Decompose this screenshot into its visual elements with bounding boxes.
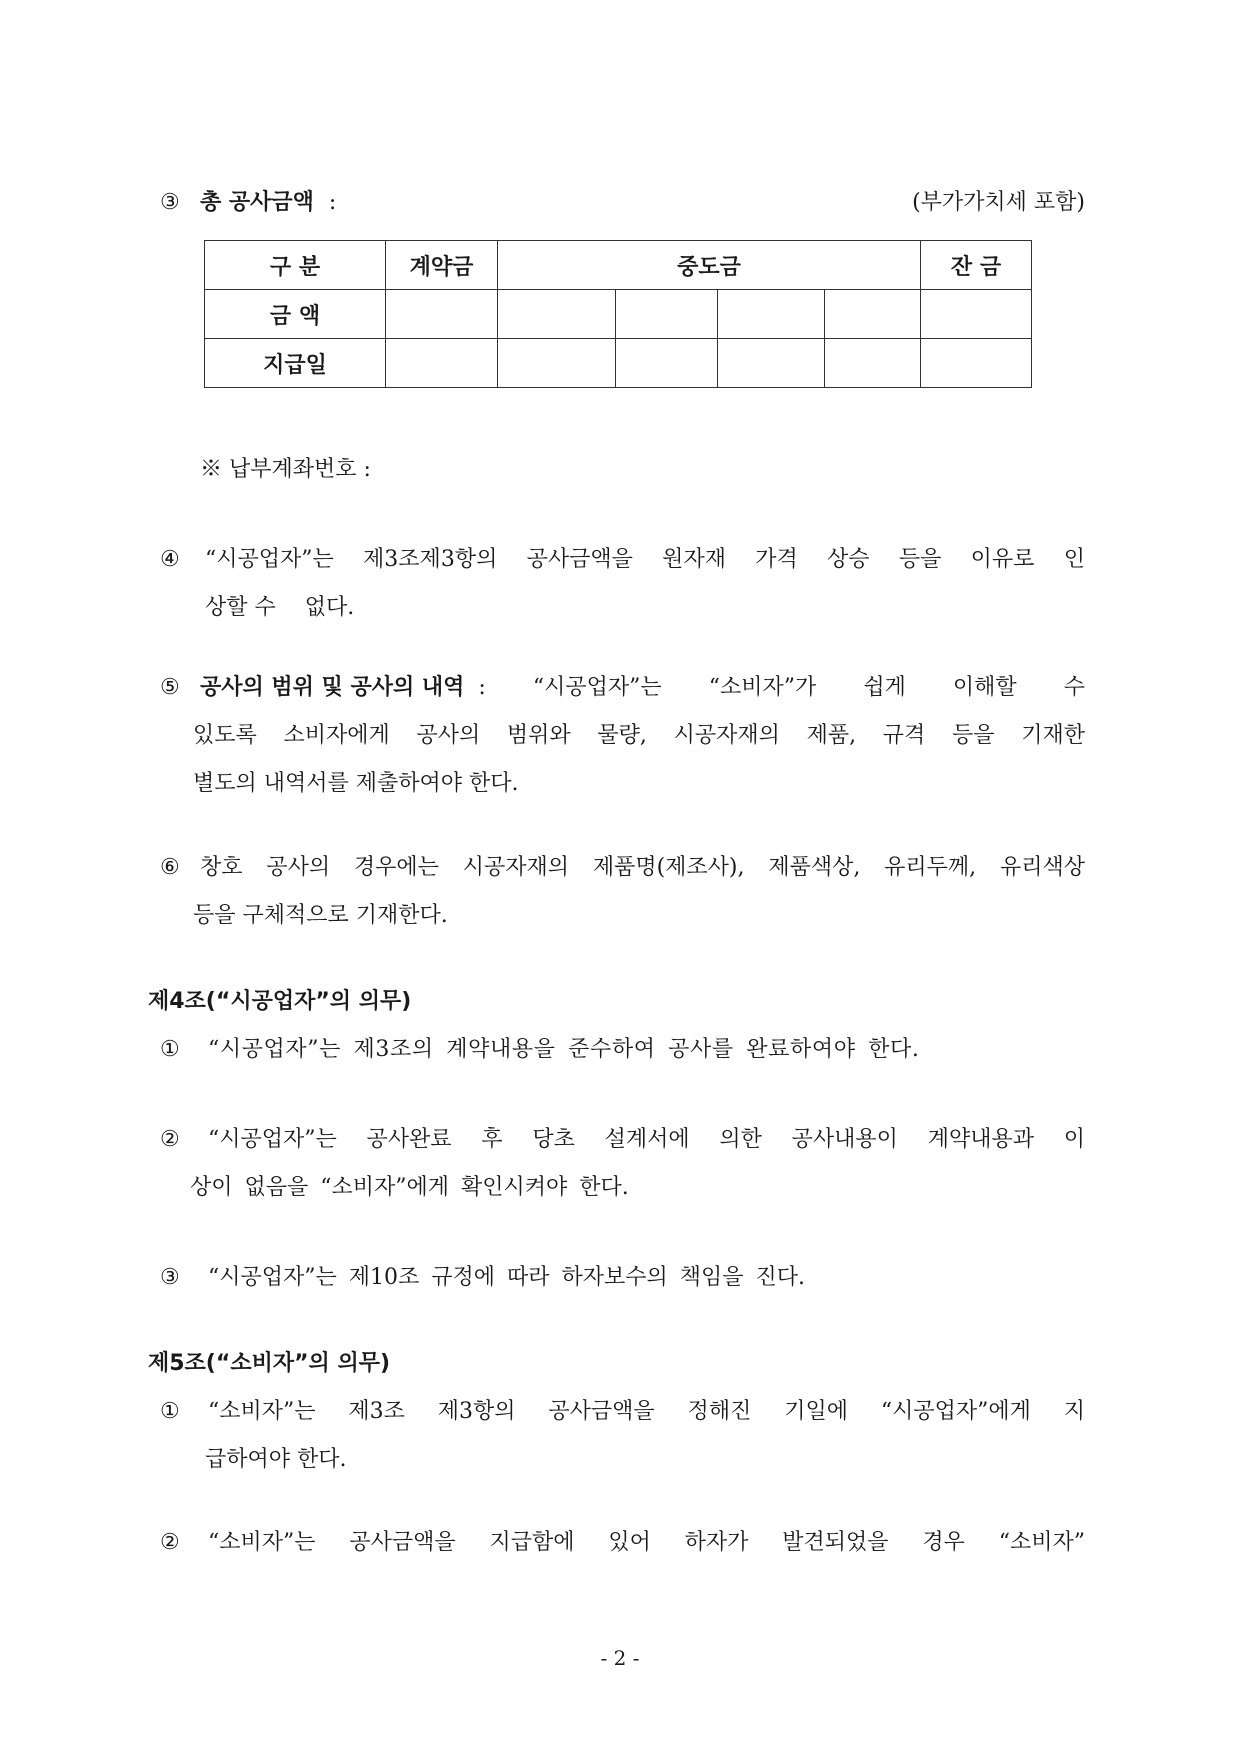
article5-item2-marker: ② bbox=[160, 1530, 180, 1555]
article5-heading: 제5조(“소비자”의 의무) bbox=[148, 1351, 391, 1376]
date-cell[interactable] bbox=[825, 339, 921, 388]
header-category: 구 분 bbox=[205, 241, 386, 290]
item5-line3: 별도의 내역서를 제출하여야 한다. bbox=[193, 771, 519, 796]
header-deposit: 계약금 bbox=[386, 241, 498, 290]
article4-item2-marker: ② bbox=[160, 1127, 180, 1152]
colon: : bbox=[328, 190, 337, 215]
item6-line1: 창호 공사의 경우에는 시공자재의 제품명(제조사), 제품색상, 유리두께, 유리색상 bbox=[200, 855, 1085, 880]
article4-item1-line1: “시공업자”는 제3조의 계약내용을 준수하여 공사를 완료하여야 한다. bbox=[208, 1037, 920, 1062]
article4-item3-line1: “시공업자”는 제10조 규정에 따라 하자보수의 책임을 진다. bbox=[208, 1265, 805, 1290]
date-cell[interactable] bbox=[921, 339, 1032, 388]
page-number: - 2 - bbox=[600, 1646, 640, 1670]
payment-schedule-table bbox=[204, 240, 1032, 388]
article5-item1-line1: “소비자”는 제3조 제3항의 공사금액을 정해진 기일에 “시공업자”에게 지 bbox=[208, 1399, 1085, 1424]
article5-item1-line2: 급하여야 한다. bbox=[205, 1447, 347, 1472]
item4-line2: 상할 수 없다. bbox=[205, 595, 355, 620]
article4-item3-marker: ③ bbox=[160, 1265, 180, 1290]
article4-item1-marker: ① bbox=[160, 1037, 180, 1062]
item6-line2: 등을 구체적으로 기재한다. bbox=[193, 903, 448, 928]
row-label-date: 지급일 bbox=[205, 339, 386, 388]
item5-marker: ⑤ bbox=[160, 675, 180, 700]
date-cell[interactable] bbox=[616, 339, 718, 388]
item4-line1: “시공업자”는 제3조제3항의 공사금액을 원자재 가격 상승 등을 이유로 인 bbox=[205, 547, 1085, 572]
amount-cell[interactable] bbox=[498, 290, 616, 339]
amount-cell[interactable] bbox=[616, 290, 718, 339]
article4-heading: 제4조(“시공업자”의 의무) bbox=[148, 989, 412, 1014]
amount-cell[interactable] bbox=[921, 290, 1032, 339]
header-interim: 중도금 bbox=[498, 241, 921, 290]
amount-cell[interactable] bbox=[718, 290, 825, 339]
item-marker: ③ bbox=[160, 190, 180, 215]
article4-item2-line1: “시공업자”는 공사완료 후 당초 설계서에 의한 공사내용이 계약내용과 이 bbox=[208, 1127, 1085, 1152]
header-balance: 잔 금 bbox=[921, 241, 1032, 290]
total-amount-line bbox=[160, 188, 336, 218]
date-cell[interactable] bbox=[498, 339, 616, 388]
account-number-note: ※ 납부계좌번호 : bbox=[200, 457, 371, 482]
item5-bold-label: 공사의 범위 및 공사의 내역 bbox=[200, 675, 465, 700]
vat-note: (부가가치세 포함) bbox=[912, 190, 1085, 215]
date-cell[interactable] bbox=[386, 339, 498, 388]
article5-item2-line1: “소비자”는 공사금액을 지급함에 있어 하자가 발견되었을 경우 “소비자” bbox=[208, 1530, 1085, 1555]
item5-line1 bbox=[160, 673, 1085, 703]
row-label-amount: 금 액 bbox=[205, 290, 386, 339]
table-row bbox=[205, 339, 1032, 388]
table-row bbox=[205, 290, 1032, 339]
table-header-row bbox=[205, 241, 1032, 290]
amount-cell[interactable] bbox=[825, 290, 921, 339]
article5-item1-marker: ① bbox=[160, 1399, 180, 1424]
item4-marker: ④ bbox=[160, 547, 180, 572]
amount-cell[interactable] bbox=[386, 290, 498, 339]
date-cell[interactable] bbox=[718, 339, 825, 388]
article4-item2-line2: 상이 없음을 “소비자”에게 확인시켜야 한다. bbox=[190, 1175, 629, 1200]
item6-marker: ⑥ bbox=[160, 855, 180, 880]
item5-line1-rest: : “시공업자”는 “소비자”가 쉽게 이해할 수 bbox=[478, 675, 1085, 700]
item5-line2: 있도록 소비자에게 공사의 범위와 물량, 시공자재의 제품, 규격 등을 기재한 bbox=[193, 723, 1085, 748]
total-amount-label: 총 공사금액 bbox=[200, 190, 314, 215]
